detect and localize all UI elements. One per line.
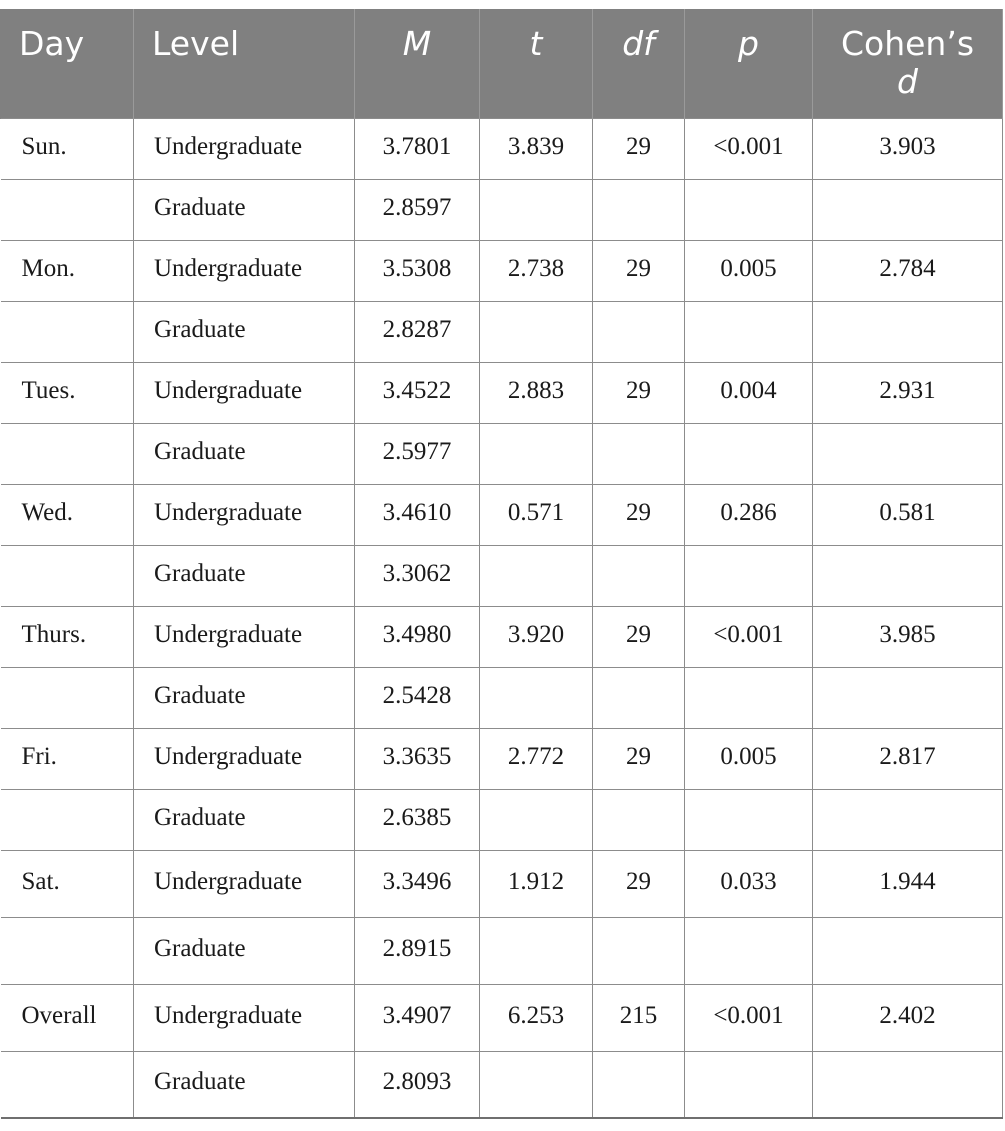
cell-cohens-d: [813, 667, 1003, 728]
cell-t: 2.772: [480, 728, 593, 789]
cell-cohens-d: 2.931: [813, 362, 1003, 423]
cell-df: [593, 917, 685, 984]
cell-day: Sun.: [1, 118, 134, 179]
cell-level: Undergraduate: [134, 728, 355, 789]
cell-df: 29: [593, 728, 685, 789]
header-day: Day: [1, 9, 134, 118]
cell-cohens-d: 2.784: [813, 240, 1003, 301]
table-row: [1, 606, 1003, 667]
cell-day: [1, 789, 134, 850]
cell-mean: 2.5428: [355, 667, 480, 728]
cell-mean: 2.6385: [355, 789, 480, 850]
cell-level: Graduate: [134, 667, 355, 728]
cell-p: 0.005: [685, 240, 813, 301]
cell-day: [1, 545, 134, 606]
header-p: p: [685, 9, 813, 118]
cell-t: [480, 301, 593, 362]
cell-level: Graduate: [134, 789, 355, 850]
cell-level: Undergraduate: [134, 362, 355, 423]
statistics-table: [0, 9, 1003, 1119]
cell-p: [685, 179, 813, 240]
cell-day: Wed.: [1, 484, 134, 545]
cell-df: 29: [593, 484, 685, 545]
table-row: [1, 240, 1003, 301]
cell-p: <0.001: [685, 118, 813, 179]
cell-cohens-d: [813, 301, 1003, 362]
cell-cohens-d: [813, 423, 1003, 484]
cell-t: [480, 179, 593, 240]
cell-p: [685, 423, 813, 484]
cell-p: <0.001: [685, 984, 813, 1051]
cell-mean: 3.4610: [355, 484, 480, 545]
cell-df: [593, 667, 685, 728]
cell-df: [593, 789, 685, 850]
header-cohens-d: [813, 9, 1003, 118]
cell-t: 3.920: [480, 606, 593, 667]
table-row: [1, 917, 1003, 984]
cell-cohens-d: [813, 545, 1003, 606]
header-level: Level: [134, 9, 355, 118]
cell-mean: 2.8597: [355, 179, 480, 240]
cell-mean: 3.7801: [355, 118, 480, 179]
table-row: [1, 362, 1003, 423]
cell-p: [685, 1051, 813, 1118]
cell-df: 29: [593, 118, 685, 179]
cell-p: 0.004: [685, 362, 813, 423]
header-cohens-d-line1: Cohen’s: [840, 24, 975, 63]
cell-p: 0.033: [685, 850, 813, 917]
cell-t: 0.571: [480, 484, 593, 545]
cell-cohens-d: 2.402: [813, 984, 1003, 1051]
table-row: [1, 179, 1003, 240]
header-cohens-d-line2: d: [897, 62, 918, 101]
header-mean: M: [355, 9, 480, 118]
cell-p: 0.286: [685, 484, 813, 545]
cell-p: [685, 545, 813, 606]
cell-level: Graduate: [134, 545, 355, 606]
cell-day: [1, 667, 134, 728]
cell-cohens-d: 0.581: [813, 484, 1003, 545]
cell-p: [685, 667, 813, 728]
cell-t: 2.883: [480, 362, 593, 423]
cell-level: Graduate: [134, 423, 355, 484]
table-row: [1, 850, 1003, 917]
cell-level: Graduate: [134, 301, 355, 362]
table-row: [1, 545, 1003, 606]
header-df: df: [593, 9, 685, 118]
cell-cohens-d: 1.944: [813, 850, 1003, 917]
cell-mean: 3.4980: [355, 606, 480, 667]
table-row: [1, 667, 1003, 728]
header-t: t: [480, 9, 593, 118]
cell-day: [1, 179, 134, 240]
cell-df: 215: [593, 984, 685, 1051]
cell-df: 29: [593, 850, 685, 917]
header-row: [1, 9, 1003, 118]
cell-level: Undergraduate: [134, 984, 355, 1051]
cell-mean: 3.3496: [355, 850, 480, 917]
table-row: [1, 423, 1003, 484]
table-row: [1, 301, 1003, 362]
cell-t: [480, 667, 593, 728]
cell-mean: 2.8093: [355, 1051, 480, 1118]
cell-level: Undergraduate: [134, 484, 355, 545]
cell-df: 29: [593, 240, 685, 301]
cell-cohens-d: [813, 1051, 1003, 1118]
cell-df: [593, 301, 685, 362]
table-row: [1, 1051, 1003, 1118]
cell-t: 2.738: [480, 240, 593, 301]
cell-mean: 3.5308: [355, 240, 480, 301]
cell-t: 3.839: [480, 118, 593, 179]
cell-day: Sat.: [1, 850, 134, 917]
table-row: [1, 484, 1003, 545]
cell-day: [1, 423, 134, 484]
cell-p: [685, 301, 813, 362]
cell-t: 6.253: [480, 984, 593, 1051]
cell-t: [480, 789, 593, 850]
table-header: [1, 9, 1003, 118]
cell-level: Undergraduate: [134, 118, 355, 179]
cell-level: Undergraduate: [134, 850, 355, 917]
table-row: [1, 728, 1003, 789]
table-row: [1, 118, 1003, 179]
cell-t: [480, 1051, 593, 1118]
cell-p: 0.005: [685, 728, 813, 789]
cell-day: Thurs.: [1, 606, 134, 667]
cell-p: <0.001: [685, 606, 813, 667]
cell-p: [685, 789, 813, 850]
cell-level: Graduate: [134, 917, 355, 984]
cell-mean: 3.4522: [355, 362, 480, 423]
cell-mean: 3.4907: [355, 984, 480, 1051]
cell-t: 1.912: [480, 850, 593, 917]
cell-level: Graduate: [134, 1051, 355, 1118]
cell-cohens-d: [813, 179, 1003, 240]
table-row: [1, 984, 1003, 1051]
cell-mean: 2.5977: [355, 423, 480, 484]
cell-t: [480, 423, 593, 484]
cell-day: [1, 917, 134, 984]
cell-cohens-d: [813, 789, 1003, 850]
cell-df: [593, 545, 685, 606]
cell-df: [593, 1051, 685, 1118]
cell-day: Fri.: [1, 728, 134, 789]
cell-cohens-d: 3.985: [813, 606, 1003, 667]
cell-level: Undergraduate: [134, 240, 355, 301]
cell-cohens-d: 3.903: [813, 118, 1003, 179]
cell-mean: 2.8287: [355, 301, 480, 362]
cell-day: Tues.: [1, 362, 134, 423]
cell-p: [685, 917, 813, 984]
cell-day: [1, 301, 134, 362]
cell-t: [480, 545, 593, 606]
cell-day: [1, 1051, 134, 1118]
cell-day: Overall: [1, 984, 134, 1051]
cell-cohens-d: 2.817: [813, 728, 1003, 789]
cell-t: [480, 917, 593, 984]
cell-level: Undergraduate: [134, 606, 355, 667]
cell-level: Graduate: [134, 179, 355, 240]
cell-cohens-d: [813, 917, 1003, 984]
cell-mean: 3.3062: [355, 545, 480, 606]
cell-day: Mon.: [1, 240, 134, 301]
cell-df: 29: [593, 362, 685, 423]
cell-df: [593, 179, 685, 240]
cell-df: [593, 423, 685, 484]
cell-mean: 2.8915: [355, 917, 480, 984]
cell-df: 29: [593, 606, 685, 667]
table-row: [1, 789, 1003, 850]
cell-mean: 3.3635: [355, 728, 480, 789]
table-body: [1, 118, 1003, 1118]
